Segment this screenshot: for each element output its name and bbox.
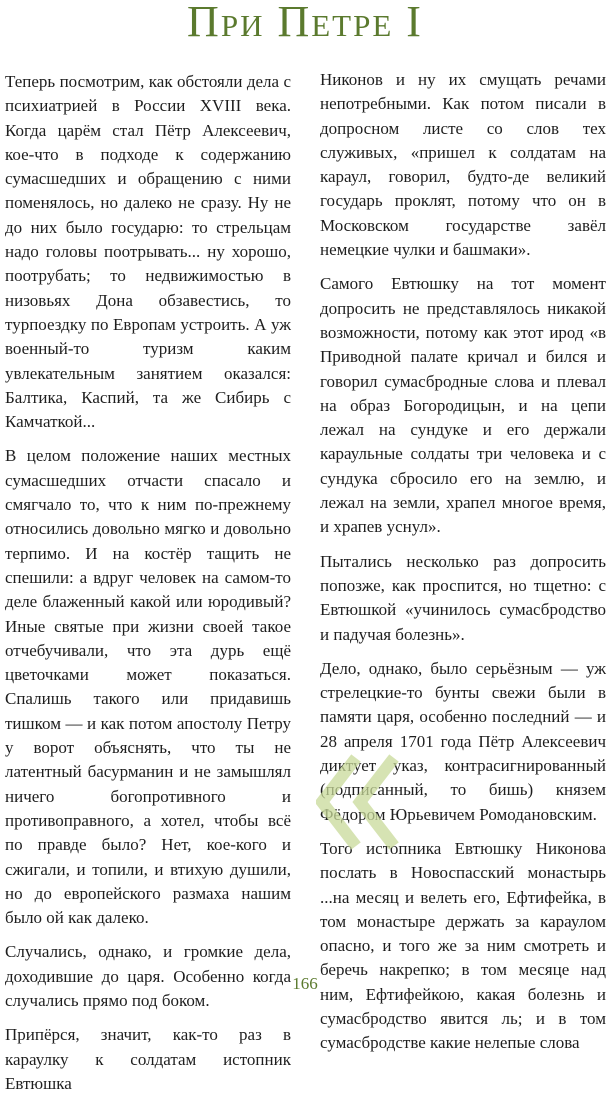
paragraph: Самого Евтюшку на тот момент допросить не представлялось никакой возможности, потому как этот ирод «в Приводной палате кричал и бился и говорил сумасбродные слова и плевал на образ Богородицын, и на цепи лежал на сундуке и его держали караульные солдаты три человека и с сундука сбросило его на землю, и лежал на земли, храпел многое время, и храпев уснул». xyxy=(320,274,606,537)
chapter-title: При Петре I xyxy=(187,0,423,46)
right-column xyxy=(320,68,606,1066)
paragraph: Никонов и ну их смущать речами непотребными. Как потом писали в допросном листе со слов тех служивых, «пришел к солдатам на караул, говорил, будто-де великий государь проклят, потому что он в Московском государстве завёл немецкие чулки и башмаки». xyxy=(320,70,606,260)
paragraph: Случались, однако, и громкие дела, доходившие до царя. Особенно когда случались прямо под боком. xyxy=(5,942,291,1010)
page-number: 166 xyxy=(292,974,318,993)
paragraph: Дело, однако, было серьёзным — уж стрелецкие-то бунты свежи были в памяти царя, особенно последний — и 28 апреля 1701 года Пётр Алексеевич диктует указ, контрасигнированный (подписанный, то бишь) князем Фёдором Юрьевичем Ромодановским. xyxy=(320,658,606,824)
paragraph: Теперь посмотрим, как обстояли дела с психиатрией в России XVIII века. Когда царём стал Пётр Алексеевич, кое-что в подходе к содержанию сумасшедших и обращению с ними поменялось, но далеко не сразу. Ну не до них было государю: то стрельцам надо головы поотрывать... ну хорошо, поотрубать; то недвижимостью в низовьях Дона обзавестись, то турпоездку по Европам устроить. А уж военный-то туризм каким увлекательным занятием оказался: Балтика, Каспий, та же Сибирь с Камчаткой... xyxy=(5,72,291,432)
paragraph: Пытались несколько раз допросить попозже, как проспится, но тщетно: с Евтюшкой «учинилось сумасбродство и падучая болезнь». xyxy=(320,551,606,644)
quote-paragraph: Того истопника Евтюшку Никонова послать в Новоспасский монастырь ...на месяц и велеть его, Ефтифейка, в том монастыре держать за караулом опасно, и того же за ним смотреть и беречь накрепко; в том месяце над ним, Ефтифейкою, какая болезнь и сумасбродство явится ль; и в том сумасбродстве какие нелепые слова xyxy=(320,838,606,1053)
left-column xyxy=(5,70,291,1106)
paragraph: Припёрся, значит, как-то раз в караулку к солдатам истопник Евтюшка xyxy=(5,1025,291,1093)
paragraph: В целом положение наших местных сумасшедших отчасти спасало и смягчало то, что к ним по-прежнему относились довольно мягко и довольно терпимо. И на костёр тащить не спешили: а вдруг человек на самом-то деле блаженный какой или юродивый? Иные святые при жизни своей такое отчебучивали, что эта дурь ещё цветочками может показаться. Спалишь такого или придавишь тишком — и как потом апостолу Петру у ворот объяснять, что ты не латентный басурманин и не замышлял ничего богопротивного и противоправного, а хотел, чтобы всё по правде было? Нет, кое-кого и сжигали, и топили, и втихую душили, но до европейского размаха нашим было ой как далеко. xyxy=(5,446,291,928)
